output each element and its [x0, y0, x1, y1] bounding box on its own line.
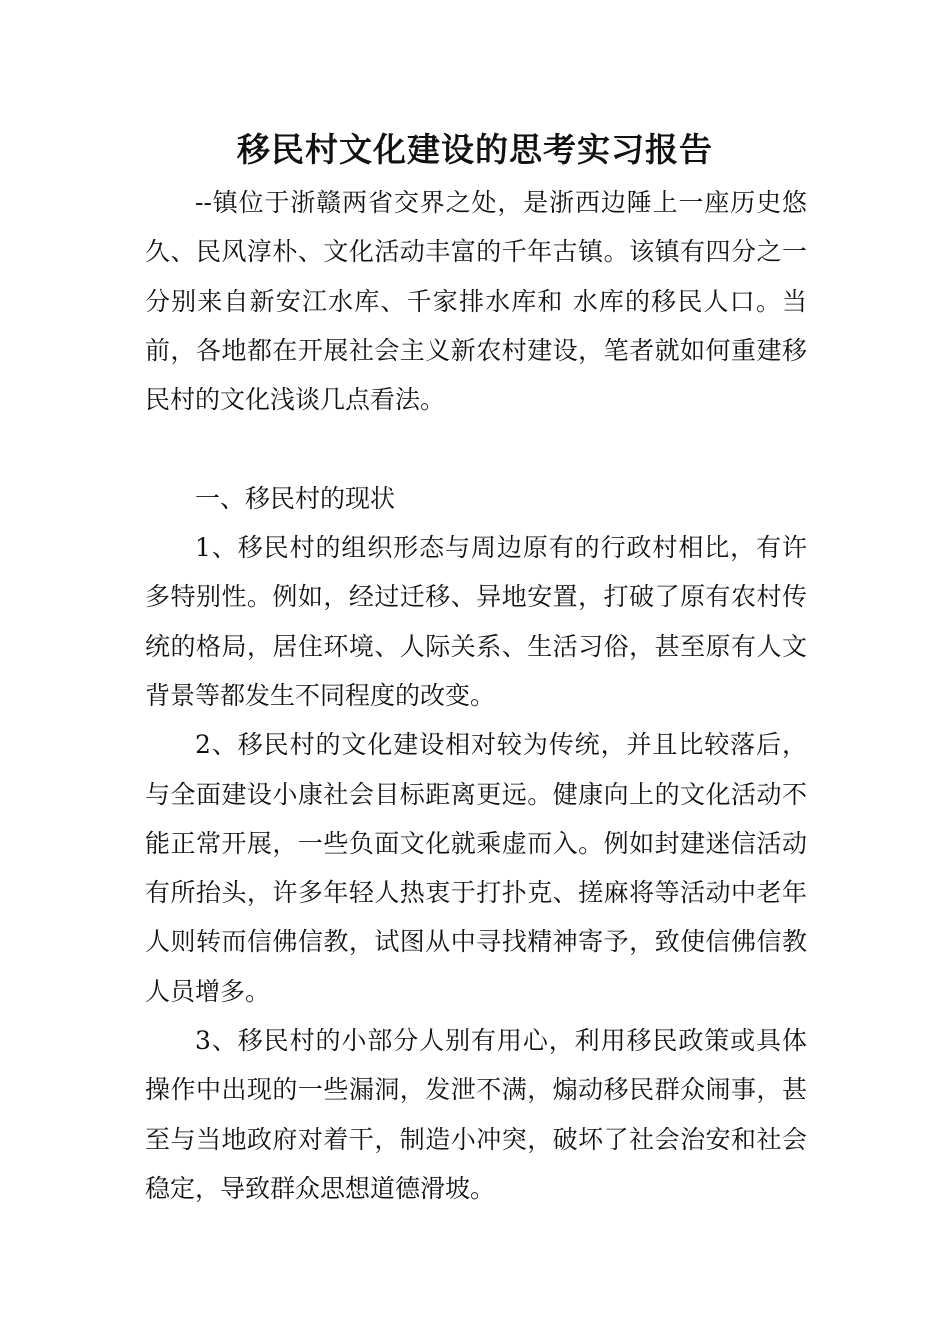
- intro-paragraph: --镇位于浙赣两省交界之处，是浙西边陲上一座历史悠久、民风淳朴、文化活动丰富的千年古镇。该镇有四分之一分别来自新安江水库、千家排水库和 水库的移民人口。当前，各地都在开展社会主义新农村建设，笔者就如何重建移民村的文化浅谈几点看法。: [145, 188, 807, 415]
- document-body: [145, 178, 807, 1213]
- list-item-2: 2、移民村的文化建设相对较为传统，并且比较落后，与全面建设小康社会目标距离更远。健康向上的文化活动不能正常开展，一些负面文化就乘虚而入。例如封建迷信活动有所抬头，许多年轻人热衷于打扑克、搓麻将等活动中老年人则转而信佛信教，试图从中寻找精神寄予，致使信佛信教人员增多。: [145, 730, 807, 1006]
- list-item-1: 1、移民村的组织形态与周边原有的行政村相比，有许多特别性。例如，经过迁移、异地安置，打破了原有农村传统的格局，居住环境、人际关系、生活习俗，甚至原有人文背景等都发生不同程度的改变。: [145, 533, 807, 710]
- document-title: 移民村文化建设的思考实习报告: [237, 130, 713, 169]
- paragraph-spacer: [145, 424, 807, 473]
- section-heading: 一、移民村的现状: [195, 483, 396, 513]
- list-item-3: 3、移民村的小部分人别有用心，利用移民政策或具体操作中出现的一些漏洞，发泄不满，煽动移民群众闹事，甚至与当地政府对着干，制造小冲突，破坏了社会治安和社会稳定，导致群众思想道德滑坡。: [145, 1026, 807, 1203]
